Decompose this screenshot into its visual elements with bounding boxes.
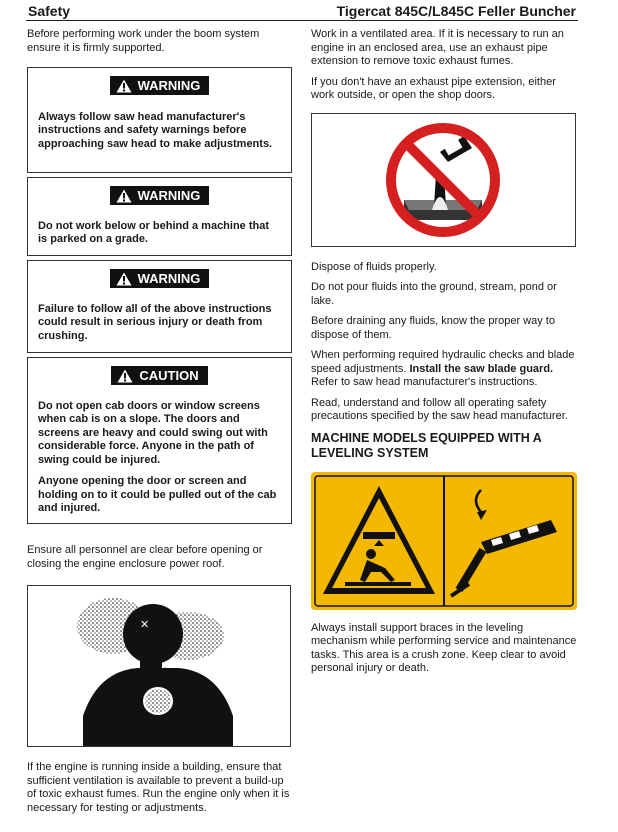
warning-triangle-icon xyxy=(116,272,132,286)
caution-text: Do not open cab doors or window screens when cab is on a slope. The doors and screens are heavy and could swing out with considerable force. Anyone in the path of swing could be injured. xyxy=(38,399,268,466)
warning-label: WARNING xyxy=(137,271,201,286)
warning-triangle-icon xyxy=(116,79,132,93)
no-pour-fluids-icon xyxy=(312,114,575,246)
ventilation-text: Work in a ventilated area. If it is necessary to run an engine in an enclosed area, use an exhaust pipe extension to remove toxic exhaust fumes. xyxy=(311,28,564,67)
warning-triangle-icon xyxy=(117,369,133,383)
left-column xyxy=(27,28,292,822)
svg-text:✕: ✕ xyxy=(140,618,150,631)
warning-triangle-icon xyxy=(116,189,132,203)
boom-support-text: Before performing work under the boom system ensure it is firmly supported. xyxy=(27,28,260,54)
exhaust-extension-text: If you don't have an exhaust pipe extension, either work outside, or open the shop doors. xyxy=(311,75,556,101)
warning-text: Failure to follow all of the above instructions could result in serious injury or death from crushing. xyxy=(38,302,272,342)
warning-label: WARNING xyxy=(137,78,201,93)
toxic-fumes-icon xyxy=(28,586,290,746)
support-braces-text: Always install support braces in the leveling mechanism while performing service and maintenance tasks. This area is a crush zone. Keep clear to avoid personal injury or death. xyxy=(311,621,577,674)
caution-label: CAUTION xyxy=(139,368,199,383)
caution-box-cab-doors xyxy=(27,357,292,524)
caution-sign xyxy=(111,366,207,385)
header-rule xyxy=(26,20,578,21)
leveling-system-heading: MACHINE MODELS EQUIPPED WITH A LEVELING SYSTEM xyxy=(311,430,542,460)
leveling-crush-decal xyxy=(311,472,577,610)
exhaust-building-text: If the engine is running inside a building, ensure that sufficient ventilation is available to prevent a build-up of toxic exhaust fumes. Run the engine only when it is necessary for testing or adjustments. xyxy=(27,761,290,814)
warning-sign xyxy=(110,186,210,205)
saw-head-precautions-text: Read, understand and follow all operating safety precautions specified by the saw head manufacturer. xyxy=(311,396,568,422)
caution-text: Anyone opening the door or screen and holding on to it could be pulled out of the cab and injured. xyxy=(38,475,277,514)
warning-sign xyxy=(110,76,210,95)
hydraulic-checks-lead: When performing required hydraulic checks and blade speed adjustments. xyxy=(311,349,575,375)
before-draining-text: Before draining any fluids, know the proper way to dispose of them. xyxy=(311,315,555,341)
hydraulic-checks-tail: Refer to saw head manufacturer's instructions. xyxy=(311,376,538,388)
warning-sign xyxy=(110,269,210,288)
section-title: Safety xyxy=(28,3,71,19)
saw-blade-guard-emphasis: Install the saw blade guard. xyxy=(409,362,554,375)
warning-text: Always follow saw head manufacturer's instructions and safety warnings before approaching saw head to make adjustments. xyxy=(38,110,273,150)
hydraulic-checks-text xyxy=(311,349,579,390)
toxic-fumes-figure xyxy=(27,585,291,747)
warning-box-grade xyxy=(27,177,292,256)
warning-box-saw-head xyxy=(27,67,292,173)
dispose-fluids-text: Dispose of fluids properly. xyxy=(311,260,437,273)
right-column xyxy=(311,28,579,683)
manual-title: Tigercat 845C/L845C Feller Buncher xyxy=(336,3,576,19)
warning-text: Do not work below or behind a machine that is parked on a grade. xyxy=(38,219,270,245)
power-roof-text: Ensure all personnel are clear before opening or closing the engine enclosure power roof. xyxy=(27,544,263,570)
warning-label: WARNING xyxy=(137,188,201,203)
no-pour-figure xyxy=(311,113,576,247)
warning-box-crushing xyxy=(27,260,292,353)
no-pour-text: Do not pour fluids into the ground, stream, pond or lake. xyxy=(311,281,557,307)
